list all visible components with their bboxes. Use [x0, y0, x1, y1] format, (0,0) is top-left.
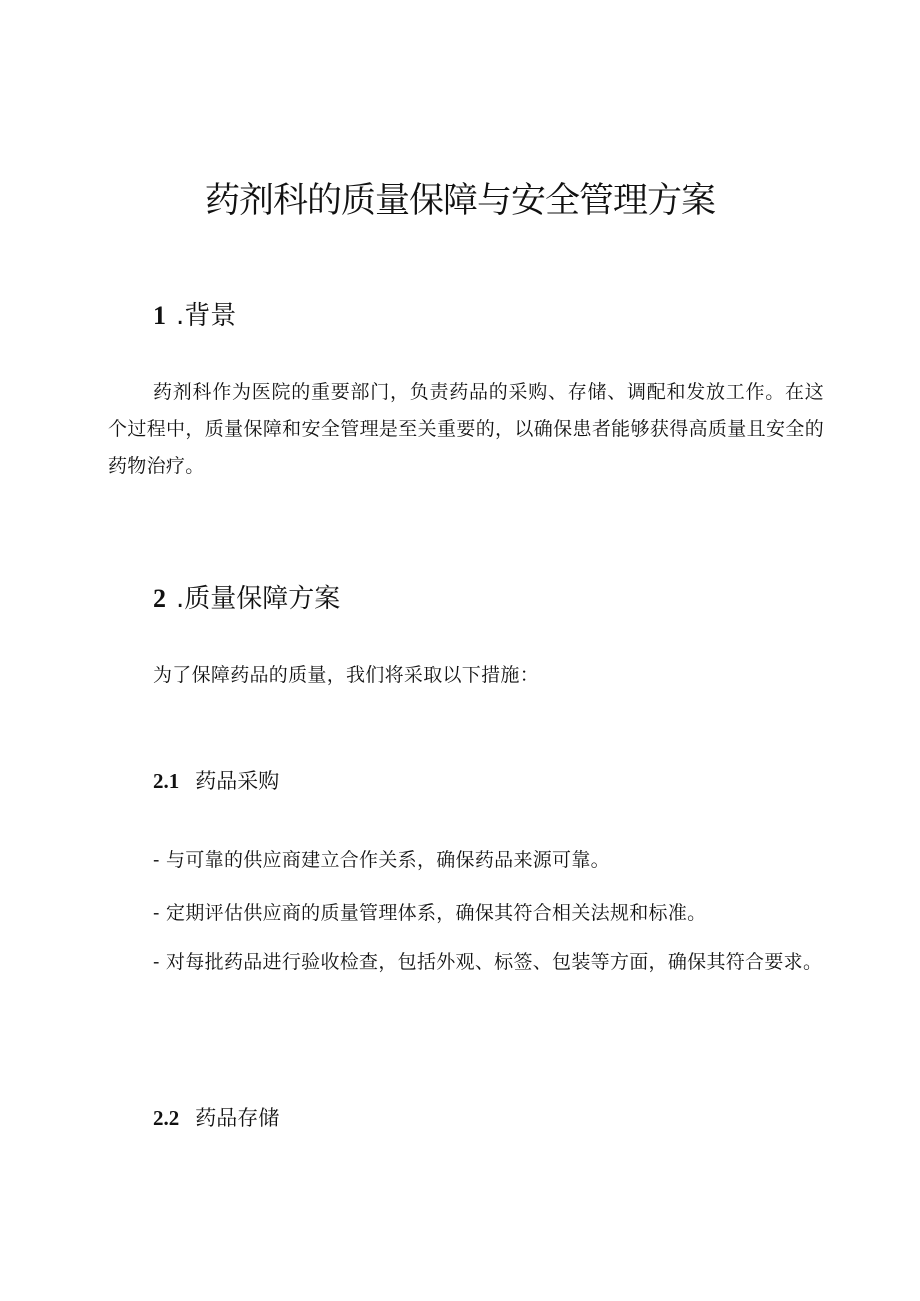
document-title: 药剂科的质量保障与安全管理方案 — [204, 181, 715, 221]
list-item: - 定期评估供应商的质量管理体系，确保其符合相关法规和标准。 — [153, 902, 707, 924]
subsection-title: 药品采购 — [195, 769, 280, 793]
subsection-heading-storage — [153, 1104, 279, 1132]
quality-plan-intro: 为了保障药品的质量，我们将采取以下措施： — [153, 664, 540, 686]
subsection-number: 2.2 — [153, 1106, 180, 1130]
section-heading-quality-plan — [153, 582, 340, 616]
section-title: .质量保障方案 — [176, 584, 341, 614]
subsection-title: 药品存储 — [195, 1106, 280, 1130]
background-paragraph: 药剂科作为医院的重要部门，负责药品的采购、存储、调配和发放工作。在这个过程中，质量保障和安全管理是至关重要的，以确保患者能够获得高质量且安全的药物治疗。 — [108, 381, 824, 477]
subsection-heading-procurement — [153, 767, 279, 795]
list-item: - 对每批药品进行验收检查，包括外观、标签、包装等方面，确保其符合要求。 — [153, 951, 823, 973]
subsection-number: 2.1 — [153, 769, 180, 793]
section-title: .背景 — [176, 301, 237, 331]
section-heading-background — [153, 299, 236, 333]
section-number: 1 — [153, 301, 166, 330]
list-item: - 与可靠的供应商建立合作关系，确保药品来源可靠。 — [153, 849, 610, 871]
section-number: 2 — [153, 584, 166, 613]
